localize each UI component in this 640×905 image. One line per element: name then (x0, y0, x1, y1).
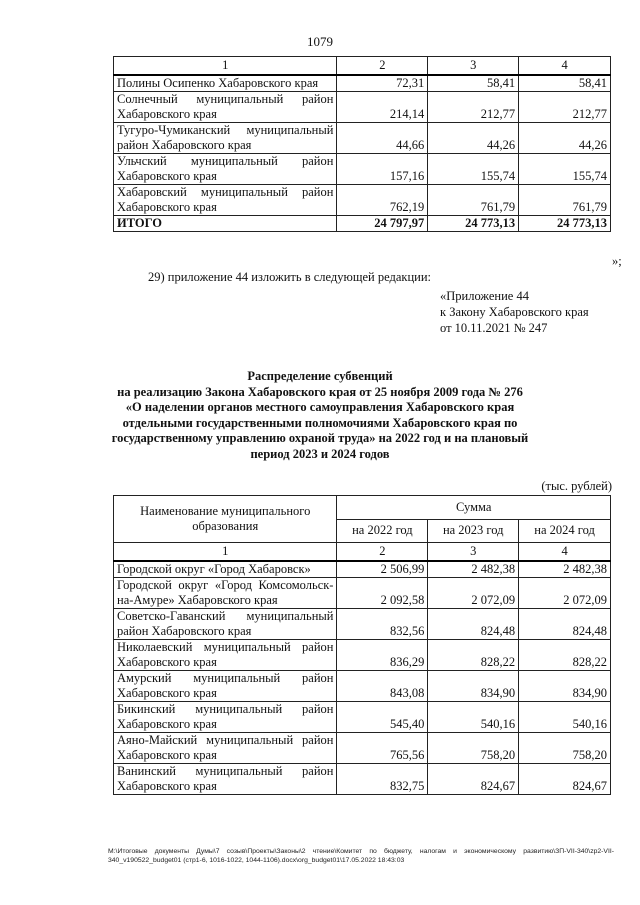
column-number: 4 (519, 543, 611, 562)
amendment-item: 29) приложение 44 изложить в следующей редакции: (148, 270, 431, 284)
total-row (114, 216, 611, 232)
table-row (114, 123, 611, 154)
value-2024: 58,41 (519, 75, 611, 92)
value-2024: 828,22 (519, 640, 611, 671)
table-row (114, 154, 611, 185)
value-2022: 157,16 (337, 154, 428, 185)
value-2024: 212,77 (519, 92, 611, 123)
value-2022: 832,75 (337, 764, 428, 795)
value-2023: 761,79 (428, 185, 519, 216)
value-2024: 2 482,38 (519, 561, 611, 578)
title-line: Распределение субвенций (247, 369, 393, 383)
table-number-row (114, 543, 611, 562)
total-2022: 24 797,97 (337, 216, 428, 232)
column-number: 3 (428, 57, 519, 76)
value-2022: 762,19 (337, 185, 428, 216)
value-2022: 44,66 (337, 123, 428, 154)
table-row (114, 640, 611, 671)
municipality-name: Городской округ «Город Комсомольск-на-Амуре» Хабаровского края (114, 578, 337, 609)
subventions-table (113, 495, 611, 795)
municipality-name: Советско-Гаванский муниципальный район Хабаровского края (114, 609, 337, 640)
title-line: отдельными государственными полномочиями Хабаровского края по (122, 415, 518, 430)
value-2022: 2 092,58 (337, 578, 428, 609)
municipality-name: Полины Осипенко Хабаровского края (114, 75, 337, 92)
table-row (114, 609, 611, 640)
table-row (114, 75, 611, 92)
value-2022: 843,08 (337, 671, 428, 702)
value-2024: 824,67 (519, 764, 611, 795)
value-2023: 834,90 (428, 671, 519, 702)
total-2023: 24 773,13 (428, 216, 519, 232)
value-2023: 828,22 (428, 640, 519, 671)
page-number: 1079 (307, 34, 333, 49)
table-header-row (114, 57, 611, 76)
column-name-header: Наименование муниципального образования (114, 496, 337, 543)
value-2023: 2 482,38 (428, 561, 519, 578)
value-2022: 832,56 (337, 609, 428, 640)
value-2023: 2 072,09 (428, 578, 519, 609)
value-2024: 758,20 (519, 733, 611, 764)
total-2024: 24 773,13 (519, 216, 611, 232)
appendix-line: «Приложение 44 (440, 289, 529, 303)
table-row (114, 185, 611, 216)
value-2022: 545,40 (337, 702, 428, 733)
column-number: 3 (428, 543, 519, 562)
value-2022: 214,14 (337, 92, 428, 123)
value-2023: 58,41 (428, 75, 519, 92)
value-2023: 824,48 (428, 609, 519, 640)
value-2022: 765,56 (337, 733, 428, 764)
title-line: на реализацию Закона Хабаровского края от 25 ноября 2009 года № 276 (117, 384, 523, 399)
table-row (114, 702, 611, 733)
title-line: «О наделении органов местного самоуправления Хабаровского края (125, 400, 515, 414)
municipality-name: Аяно-Майский муниципальный район Хабаровского края (114, 733, 337, 764)
value-2023: 540,16 (428, 702, 519, 733)
closing-quote: »; (612, 254, 622, 268)
value-2024: 761,79 (519, 185, 611, 216)
value-2023: 44,26 (428, 123, 519, 154)
municipality-name: Бикинский муниципальный район Хабаровского края (114, 702, 337, 733)
column-number: 1 (114, 57, 337, 76)
title-line: государственному управлению охраной труда» на 2022 год и на плановый (111, 431, 529, 445)
value-2023: 824,67 (428, 764, 519, 795)
year-header: на 2023 год (428, 519, 519, 543)
column-sum-header: Сумма (337, 496, 611, 520)
title-line: период 2023 и 2024 годов (250, 446, 390, 461)
table-row (114, 561, 611, 578)
value-2024: 155,74 (519, 154, 611, 185)
continued-table (113, 56, 611, 232)
municipality-name: Ульчский муниципальный район Хабаровского края (114, 154, 337, 185)
appendix-line: к Закону Хабаровского края (440, 305, 589, 319)
column-number: 1 (114, 543, 337, 562)
municipality-name: Ванинский муниципальный район Хабаровского края (114, 764, 337, 795)
value-2022: 72,31 (337, 75, 428, 92)
value-2024: 540,16 (519, 702, 611, 733)
municipality-name: Хабаровский муниципальный район Хабаровского края (114, 185, 337, 216)
municipality-name: Городской округ «Город Хабаровск» (114, 561, 337, 578)
year-header: на 2022 год (337, 519, 428, 543)
municipality-name: Тугуро-Чумиканский муниципальный район Хабаровского края (114, 123, 337, 154)
value-2024: 834,90 (519, 671, 611, 702)
value-2023: 155,74 (428, 154, 519, 185)
value-2024: 824,48 (519, 609, 611, 640)
table-header-row (114, 496, 611, 520)
column-number: 2 (337, 543, 428, 562)
file-path-footer: M:\Итоговые документы Думы\7 созыв\Проекты\Законы\2 чтение\Комитет по бюджету, налогам и экономическому развитию\ЗП-VII-340\zp2-VII-340_v190522_budget01 (стр1-6, 1016-1022, 1044-1106).docx\org_budget01\17.05.2022 18:43:03 (108, 848, 614, 864)
municipality-name: Солнечный муниципальный район Хабаровского края (114, 92, 337, 123)
year-header: на 2024 год (519, 519, 611, 543)
table-row (114, 578, 611, 609)
column-number: 2 (337, 57, 428, 76)
municipality-name: Амурский муниципальный район Хабаровского края (114, 671, 337, 702)
value-2022: 836,29 (337, 640, 428, 671)
table-row (114, 733, 611, 764)
total-label: ИТОГО (114, 216, 337, 232)
table-row (114, 671, 611, 702)
value-2024: 2 072,09 (519, 578, 611, 609)
document-title (100, 369, 540, 462)
value-2024: 44,26 (519, 123, 611, 154)
value-2023: 758,20 (428, 733, 519, 764)
value-2022: 2 506,99 (337, 561, 428, 578)
appendix-reference (440, 288, 589, 336)
unit-label: (тыс. рублей) (541, 479, 612, 493)
table-row (114, 92, 611, 123)
column-number: 4 (519, 57, 611, 76)
municipality-name: Николаевский муниципальный район Хабаровского края (114, 640, 337, 671)
appendix-line: от 10.11.2021 № 247 (440, 321, 548, 335)
value-2023: 212,77 (428, 92, 519, 123)
table-row (114, 764, 611, 795)
